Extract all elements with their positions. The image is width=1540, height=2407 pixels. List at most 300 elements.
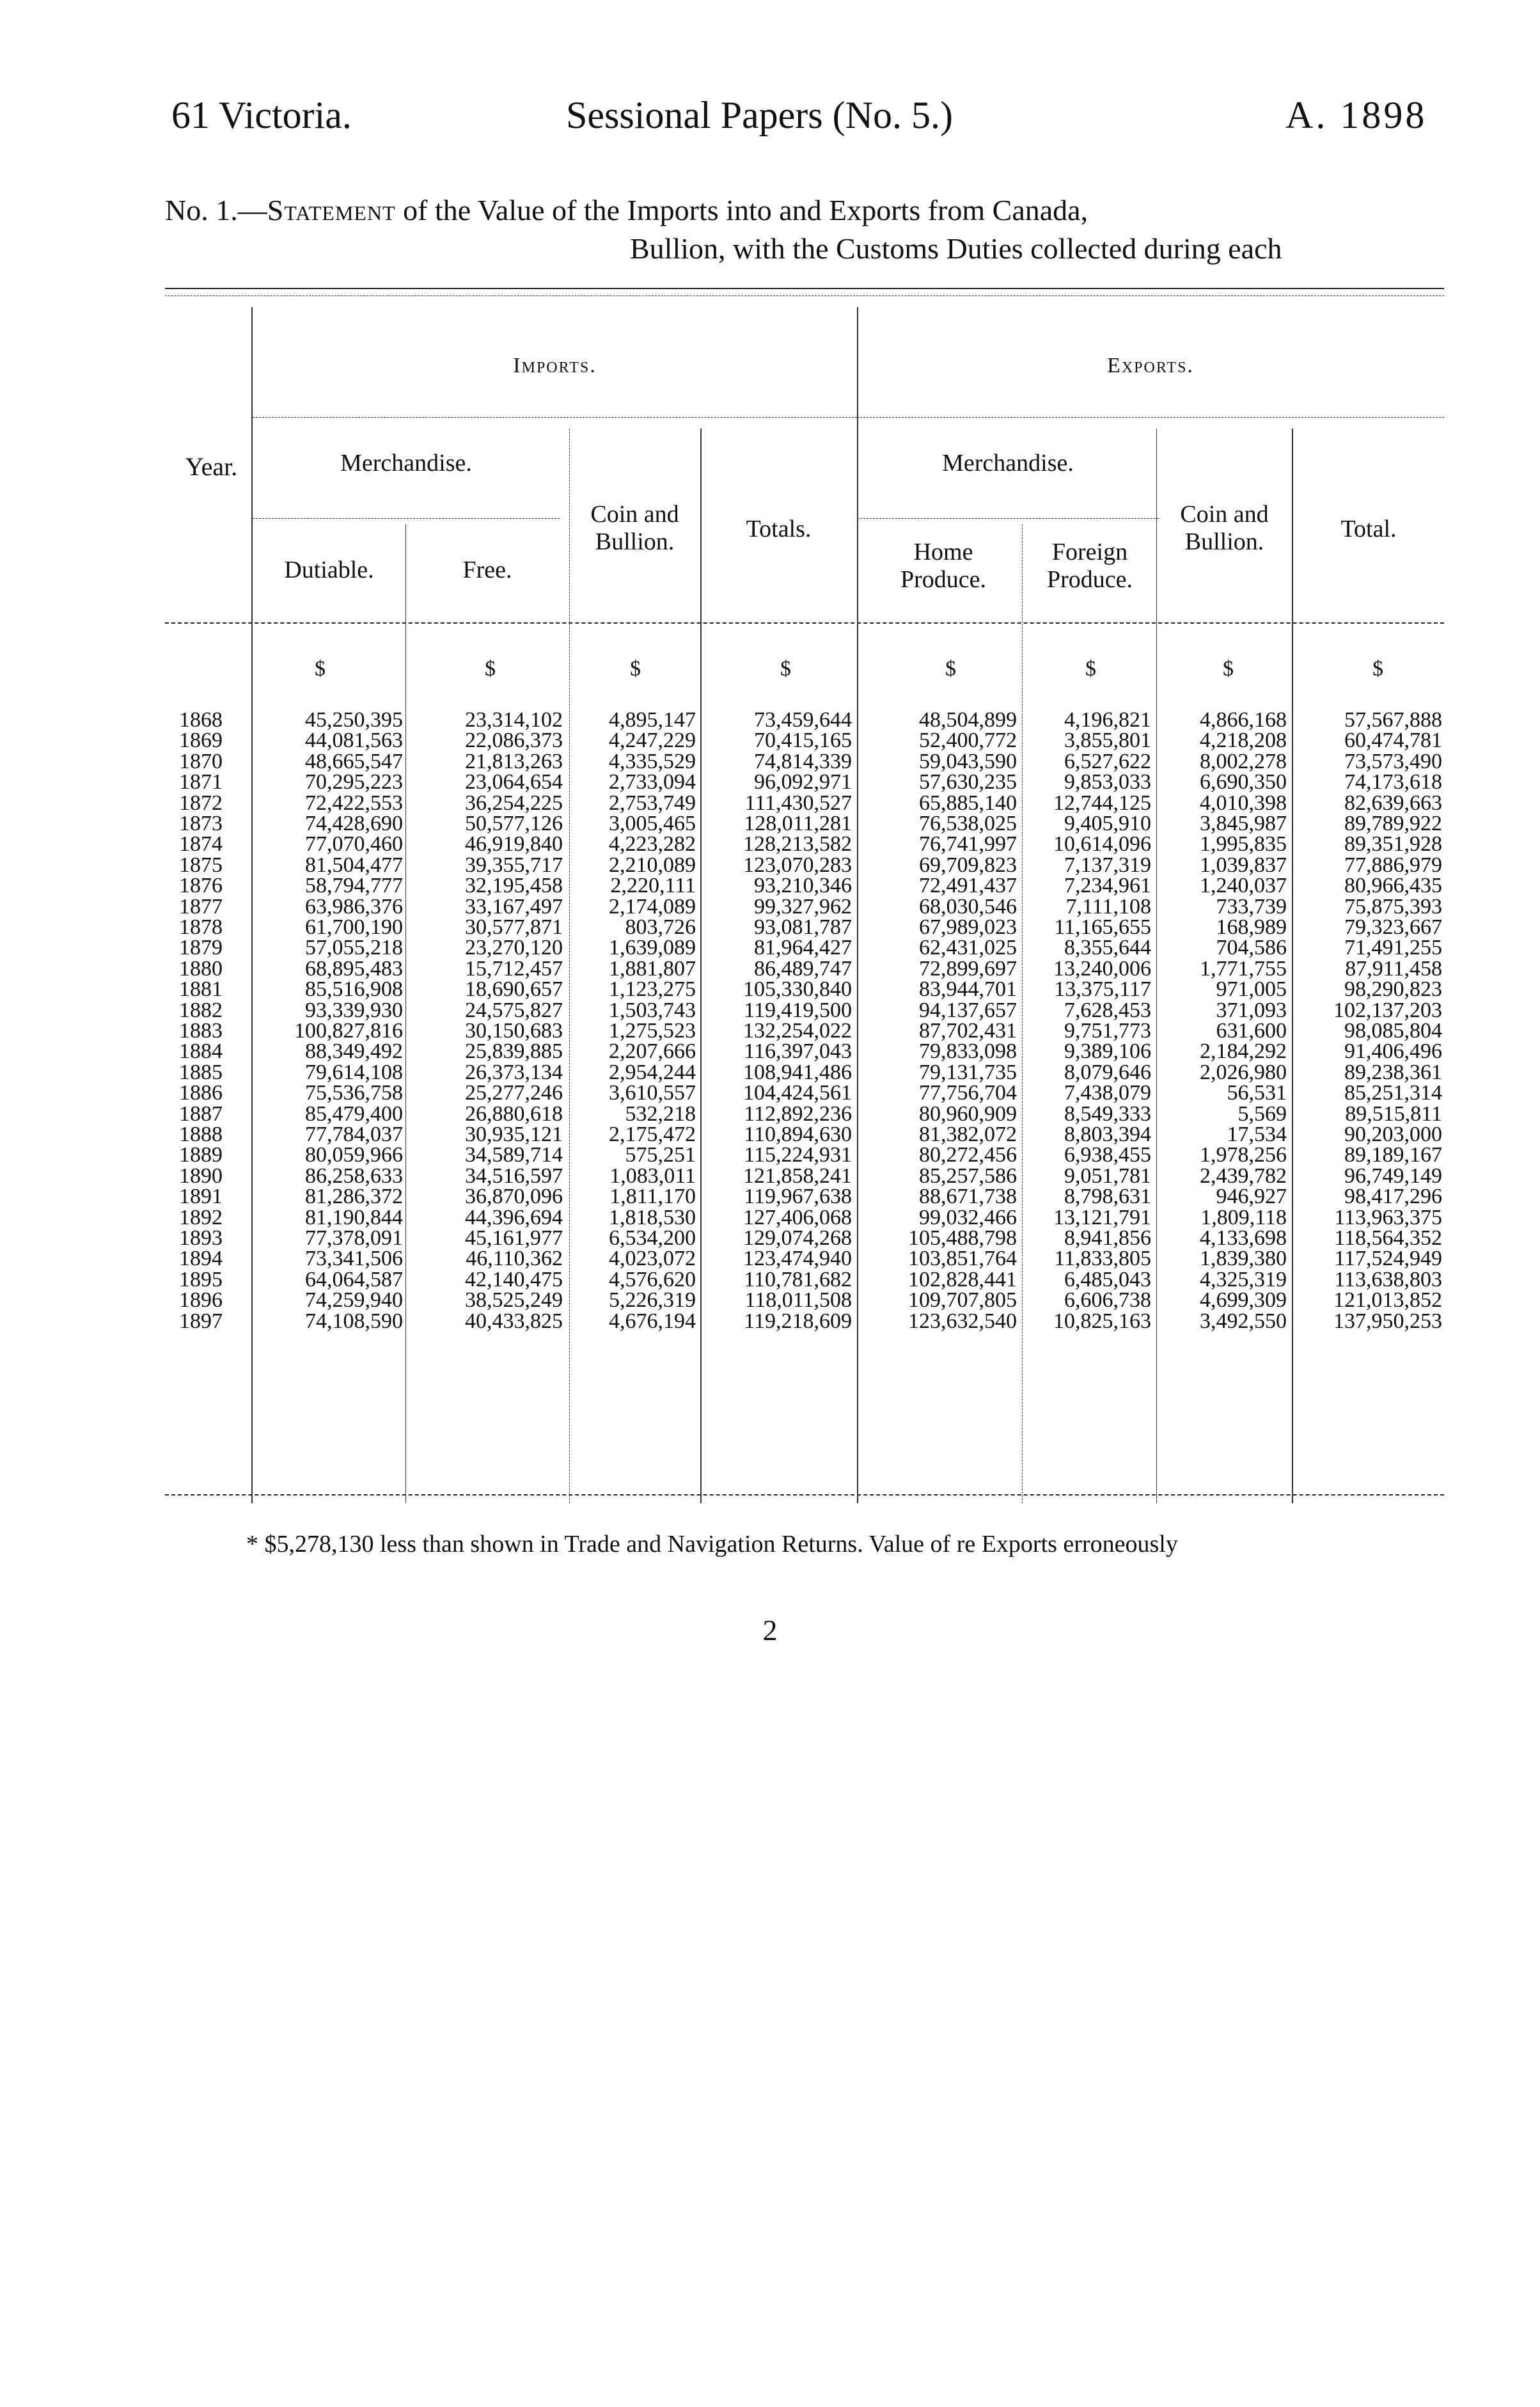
- free-cell: 46,919,840: [465, 832, 563, 856]
- total-exports-cell: 89,515,811: [1345, 1101, 1442, 1126]
- home-produce-cell: 103,851,764: [908, 1247, 1017, 1271]
- running-header-center: Sessional Papers (No. 5.): [566, 94, 953, 136]
- totals-imports-cell: 105,330,840: [743, 977, 852, 1002]
- totals-imports-cell: 70,415,165: [754, 729, 852, 753]
- totals-imports-cell: 123,070,283: [743, 853, 852, 877]
- totals-imports-cell: 123,474,940: [743, 1247, 852, 1271]
- total-exports-cell: 89,189,167: [1344, 1143, 1442, 1167]
- total-exports-cell: 60,474,781: [1344, 729, 1442, 753]
- foreign-produce-cell: 13,240,006: [1053, 956, 1151, 981]
- dutiable-cell: 44,081,563: [305, 729, 403, 753]
- coin-exports-cell: 168,989: [1216, 915, 1287, 939]
- table-row: [0, 1205, 1540, 1229]
- foreign-produce-heading: Foreign Produce.: [1046, 539, 1133, 593]
- free-cell: 30,935,121: [465, 1123, 563, 1146]
- dutiable-cell: 77,070,460: [305, 832, 403, 856]
- table-row: [0, 1249, 1540, 1269]
- dutiable-cell: 74,428,690: [305, 812, 403, 835]
- coin-imports-cell: 532,218: [625, 1101, 696, 1126]
- foreign-produce-cell: 7,234,961: [1064, 874, 1151, 898]
- coin-exports-cell: 1,978,256: [1200, 1143, 1287, 1167]
- foreign-produce-cell: 8,549,333: [1064, 1101, 1151, 1126]
- coin-imports-cell: 4,895,147: [609, 708, 696, 732]
- totals-imports-cell: 132,254,022: [743, 1019, 852, 1043]
- imports-merchandise-heading: Merchandise.: [340, 450, 472, 477]
- imports-heading: Imports.: [513, 354, 597, 377]
- year-heading: Year.: [185, 452, 238, 481]
- coin-exports-cell: 2,026,980: [1200, 1060, 1287, 1084]
- coin-exports-cell: 2,439,782: [1200, 1164, 1287, 1188]
- year-cell: 1886: [179, 1081, 223, 1105]
- coin-imports-cell: 1,818,530: [609, 1205, 696, 1229]
- table-top-rule: [165, 288, 1444, 289]
- home-produce-cell: 67,989,023: [919, 915, 1017, 939]
- foreign-produce-cell: 6,527,622: [1064, 749, 1151, 773]
- year-cell: 1882: [179, 998, 223, 1022]
- foreign-produce-cell: 12,744,125: [1053, 791, 1151, 815]
- foreign-produce-cell: 11,833,805: [1054, 1247, 1151, 1271]
- home-produce-cell: 65,885,140: [919, 791, 1017, 815]
- dutiable-cell: 63,986,376: [305, 894, 403, 919]
- total-exports-cell: 89,351,928: [1344, 832, 1442, 856]
- foreign-produce-cell: 6,938,455: [1064, 1143, 1151, 1167]
- coin-imports-cell: 1,881,807: [609, 956, 696, 981]
- dutiable-cell: 58,794,777: [305, 874, 403, 898]
- foreign-produce-cell: 9,051,781: [1064, 1164, 1151, 1188]
- dutiable-cell: 80,059,966: [305, 1143, 403, 1167]
- total-exports-cell: 80,966,435: [1344, 874, 1442, 898]
- title-prefix: No. 1.—: [165, 194, 267, 226]
- coin-exports-cell: 971,005: [1216, 977, 1287, 1002]
- coin-exports-cell: 1,809,118: [1200, 1205, 1287, 1229]
- dutiable-cell: 88,349,492: [305, 1039, 403, 1064]
- currency-row: [0, 659, 1540, 679]
- totals-imports-cell: 110,894,630: [744, 1123, 852, 1146]
- foreign-produce-cell: 7,111,108: [1065, 894, 1151, 919]
- coin-imports-cell: 4,335,529: [609, 749, 696, 773]
- home-produce-cell: 83,944,701: [919, 977, 1017, 1002]
- home-produce-cell: 68,030,546: [919, 894, 1017, 919]
- table-row: [0, 1187, 1540, 1207]
- year-cell: 1885: [179, 1060, 223, 1084]
- coin-imports-cell: 4,223,282: [609, 832, 696, 856]
- coin-imports-cell: 1,083,011: [609, 1164, 696, 1188]
- totals-imports-cell: 128,011,281: [744, 812, 852, 835]
- foreign-produce-cell: 3,855,801: [1064, 729, 1151, 753]
- free-cell: 36,870,096: [465, 1185, 563, 1209]
- totals-imports-cell: 74,814,339: [754, 749, 852, 773]
- year-cell: 1877: [179, 894, 223, 919]
- total-exports-cell: 71,491,255: [1344, 936, 1442, 960]
- footnote: * $5,278,130 less than shown in Trade and Navigation Returns. Value of re Exports erroneously: [246, 1531, 1178, 1558]
- coin-exports-cell: 4,866,168: [1200, 708, 1287, 732]
- table-row: [0, 876, 1540, 896]
- coin-exports-cell: 704,586: [1216, 936, 1287, 960]
- free-cell: 23,314,102: [465, 708, 563, 732]
- coin-imports-cell: 6,534,200: [609, 1226, 696, 1250]
- free-cell: 38,525,249: [465, 1288, 563, 1313]
- currency-coin-exports: $: [1223, 657, 1234, 681]
- year-cell: 1884: [179, 1039, 223, 1064]
- coin-exports-cell: 1,839,380: [1200, 1247, 1287, 1271]
- year-cell: 1879: [179, 936, 223, 960]
- year-cell: 1870: [179, 749, 223, 773]
- foreign-produce-cell: 9,853,033: [1064, 770, 1151, 794]
- dutiable-cell: 57,055,218: [305, 936, 403, 960]
- home-produce-cell: 77,756,704: [919, 1081, 1017, 1105]
- dutiable-cell: 61,700,190: [305, 915, 403, 939]
- year-cell: 1883: [179, 1019, 223, 1043]
- foreign-produce-cell: 6,606,738: [1064, 1288, 1151, 1313]
- coin-imports-cell: 1,503,743: [609, 998, 696, 1022]
- coin-imports-cell: 4,576,620: [609, 1267, 696, 1291]
- header-bottom-rule: [165, 622, 1444, 624]
- home-produce-cell: 94,137,657: [919, 998, 1017, 1022]
- title-statement-word: Statement: [267, 194, 396, 226]
- dutiable-cell: 68,895,483: [305, 956, 403, 981]
- coin-bullion-exports-heading: Coin and Bullion.: [1180, 501, 1269, 555]
- dutiable-cell: 74,259,940: [305, 1288, 403, 1313]
- home-produce-cell: 99,032,466: [919, 1205, 1017, 1229]
- dutiable-cell: 77,378,091: [305, 1226, 403, 1250]
- home-produce-cell: 52,400,772: [919, 729, 1017, 753]
- total-exports-cell: 82,639,663: [1344, 791, 1442, 815]
- foreign-produce-cell: 7,628,453: [1064, 998, 1151, 1022]
- coin-exports-cell: 4,133,698: [1200, 1226, 1287, 1250]
- totals-imports-cell: 99,327,962: [754, 894, 852, 919]
- currency-dutiable: $: [315, 657, 326, 681]
- table-row: [0, 710, 1540, 730]
- coin-imports-cell: 1,275,523: [609, 1019, 696, 1043]
- total-exports-heading: Total.: [1340, 516, 1397, 542]
- totals-imports-cell: 118,011,508: [744, 1288, 852, 1313]
- coin-exports-cell: 1,240,037: [1200, 874, 1287, 898]
- table-row: [0, 1083, 1540, 1103]
- free-cell: 25,839,885: [465, 1039, 563, 1064]
- free-heading: Free.: [462, 556, 512, 583]
- totals-imports-cell: 119,967,638: [744, 1185, 852, 1209]
- dutiable-cell: 85,516,908: [305, 977, 403, 1002]
- foreign-produce-cell: 8,798,631: [1064, 1185, 1151, 1209]
- free-cell: 40,433,825: [465, 1309, 563, 1333]
- dutiable-cell: 81,286,372: [305, 1185, 403, 1209]
- home-produce-cell: 57,630,235: [919, 770, 1017, 794]
- year-cell: 1895: [179, 1267, 223, 1291]
- table-row: [0, 1267, 1540, 1291]
- total-exports-cell: 137,950,253: [1333, 1309, 1442, 1333]
- merch-rule-exports: [857, 518, 1159, 519]
- coin-exports-cell: 6,690,350: [1200, 770, 1287, 794]
- coin-exports-cell: 371,093: [1216, 998, 1287, 1022]
- year-cell: 1871: [179, 770, 223, 794]
- total-exports-cell: 117,524,949: [1334, 1247, 1442, 1271]
- foreign-produce-cell: 11,165,655: [1054, 915, 1151, 939]
- free-cell: 42,140,475: [465, 1267, 563, 1291]
- dutiable-cell: 64,064,587: [305, 1267, 403, 1291]
- foreign-produce-cell: 9,751,773: [1064, 1019, 1151, 1043]
- coin-imports-cell: 2,733,094: [609, 770, 696, 794]
- foreign-produce-cell: 7,438,079: [1064, 1081, 1151, 1105]
- total-exports-cell: 96,749,149: [1344, 1164, 1442, 1188]
- totals-imports-cell: 96,092,971: [754, 770, 852, 794]
- coin-imports-cell: 4,247,229: [609, 729, 696, 753]
- total-exports-cell: 91,406,496: [1344, 1039, 1442, 1064]
- dutiable-cell: 79,614,108: [305, 1060, 403, 1084]
- coin-exports-cell: 4,325,319: [1200, 1267, 1287, 1291]
- year-cell: 1872: [179, 791, 223, 815]
- table-row: [0, 1000, 1540, 1021]
- foreign-produce-cell: 8,803,394: [1064, 1123, 1151, 1146]
- table-row: [0, 834, 1540, 855]
- coin-bullion-imports-heading: Coin and Bullion.: [590, 501, 679, 555]
- foreign-produce-cell: 7,137,319: [1064, 853, 1151, 877]
- total-exports-cell: 121,013,852: [1333, 1288, 1442, 1313]
- table-row: [0, 730, 1540, 751]
- coin-exports-cell: 17,534: [1227, 1123, 1287, 1146]
- totals-imports-cell: 112,892,236: [744, 1101, 852, 1126]
- free-cell: 22,086,373: [465, 729, 563, 753]
- dutiable-cell: 100,827,816: [294, 1019, 403, 1043]
- group-rule-imports: [253, 417, 857, 418]
- year-cell: 1893: [179, 1226, 223, 1250]
- running-header-left: 61 Victoria.: [171, 94, 352, 136]
- coin-exports-cell: 3,492,550: [1200, 1309, 1287, 1333]
- free-cell: 44,396,694: [465, 1205, 563, 1229]
- dutiable-cell: 75,536,758: [305, 1081, 403, 1105]
- total-exports-cell: 89,789,922: [1344, 812, 1442, 835]
- coin-imports-cell: 2,207,666: [609, 1039, 696, 1064]
- coin-exports-cell: 1,995,835: [1200, 832, 1287, 856]
- free-cell: 26,373,134: [465, 1060, 563, 1084]
- home-produce-cell: 79,833,098: [919, 1039, 1017, 1064]
- total-exports-cell: 79,323,667: [1344, 915, 1442, 939]
- totals-imports-cell: 111,430,527: [744, 791, 852, 815]
- currency-totals-imports: $: [780, 657, 791, 681]
- free-cell: 32,195,458: [465, 874, 563, 898]
- table-row: [0, 1228, 1540, 1249]
- dutiable-cell: 81,190,844: [305, 1205, 403, 1229]
- totals-imports-cell: 128,213,582: [743, 832, 852, 856]
- totals-imports-cell: 129,074,268: [743, 1226, 852, 1250]
- totals-imports-cell: 110,781,682: [744, 1267, 852, 1291]
- dutiable-cell: 77,784,037: [305, 1123, 403, 1146]
- table-row: [0, 814, 1540, 834]
- home-produce-cell: 105,488,798: [908, 1226, 1017, 1250]
- total-exports-cell: 57,567,888: [1344, 708, 1442, 732]
- currency-home: $: [945, 657, 956, 681]
- foreign-produce-cell: 13,375,117: [1054, 977, 1151, 1002]
- table-row: [0, 917, 1540, 938]
- home-produce-cell: 48,504,899: [919, 708, 1017, 732]
- currency-foreign: $: [1085, 657, 1096, 681]
- group-rule-exports: [857, 417, 1444, 418]
- dutiable-cell: 72,422,553: [305, 791, 403, 815]
- coin-imports-cell: 5,226,319: [609, 1288, 696, 1313]
- dutiable-cell: 48,665,547: [305, 749, 403, 773]
- coin-exports-cell: 4,699,309: [1200, 1288, 1287, 1313]
- table-row: [0, 1166, 1540, 1187]
- free-cell: 46,110,362: [466, 1247, 563, 1271]
- total-exports-cell: 85,251,314: [1344, 1081, 1442, 1105]
- total-exports-cell: 87,911,458: [1345, 956, 1442, 981]
- dutiable-heading: Dutiable.: [284, 556, 374, 583]
- table-title-line-1: [165, 193, 1088, 227]
- year-cell: 1889: [179, 1143, 223, 1167]
- totals-imports-cell: 115,224,931: [744, 1143, 852, 1167]
- coin-exports-cell: 631,600: [1216, 1019, 1287, 1043]
- foreign-produce-cell: 6,485,043: [1064, 1267, 1151, 1291]
- home-produce-cell: 85,257,586: [919, 1164, 1017, 1188]
- table-bottom-rule: [165, 1494, 1444, 1495]
- free-cell: 15,712,457: [465, 956, 563, 981]
- totals-imports-cell: 119,419,500: [744, 998, 852, 1022]
- totals-imports-cell: 104,424,561: [743, 1081, 852, 1105]
- home-produce-cell: 81,382,072: [919, 1123, 1017, 1146]
- dutiable-cell: 74,108,590: [305, 1309, 403, 1333]
- coin-exports-cell: 4,218,208: [1200, 729, 1287, 753]
- total-exports-cell: 74,173,618: [1344, 770, 1442, 794]
- coin-exports-cell: 4,010,398: [1200, 791, 1287, 815]
- home-produce-cell: 80,960,909: [919, 1101, 1017, 1126]
- currency-total-exports: $: [1372, 657, 1383, 681]
- year-cell: 1878: [179, 915, 223, 939]
- total-exports-cell: 113,963,375: [1334, 1205, 1442, 1229]
- coin-exports-cell: 1,039,837: [1200, 853, 1287, 877]
- coin-imports-cell: 3,005,465: [609, 812, 696, 835]
- totals-imports-cell: 73,459,644: [754, 708, 852, 732]
- home-produce-cell: 109,707,805: [908, 1288, 1017, 1313]
- coin-imports-cell: 4,023,072: [609, 1247, 696, 1271]
- table-row: [0, 979, 1540, 1000]
- total-exports-cell: 98,085,804: [1344, 1019, 1442, 1043]
- free-cell: 50,577,126: [465, 812, 563, 835]
- coin-exports-cell: 3,845,987: [1200, 812, 1287, 835]
- home-produce-cell: 72,491,437: [919, 874, 1017, 898]
- coin-exports-cell: 56,531: [1227, 1081, 1287, 1105]
- foreign-produce-cell: 9,389,106: [1064, 1039, 1151, 1064]
- totals-imports-cell: 119,218,609: [744, 1309, 852, 1333]
- dutiable-cell: 70,295,223: [305, 770, 403, 794]
- currency-free: $: [485, 657, 496, 681]
- foreign-produce-cell: 13,121,791: [1053, 1205, 1151, 1229]
- year-cell: 1875: [179, 853, 223, 877]
- total-exports-cell: 89,238,361: [1344, 1060, 1442, 1084]
- table-title-line-2: Bullion, with the Customs Duties collected during each: [630, 232, 1282, 265]
- dutiable-cell: 45,250,395: [305, 708, 403, 732]
- exports-merchandise-heading: Merchandise.: [942, 450, 1074, 477]
- free-cell: 33,167,497: [465, 894, 563, 919]
- year-cell: 1897: [179, 1309, 223, 1333]
- home-produce-cell: 59,043,590: [919, 749, 1017, 773]
- table-row: [0, 1062, 1540, 1083]
- coin-imports-cell: 1,123,275: [609, 977, 696, 1002]
- free-cell: 34,589,714: [465, 1143, 563, 1167]
- free-cell: 36,254,225: [465, 791, 563, 815]
- coin-exports-cell: 2,184,292: [1200, 1039, 1287, 1064]
- coin-imports-cell: 1,811,170: [609, 1185, 696, 1209]
- total-exports-cell: 77,886,979: [1344, 853, 1442, 877]
- year-cell: 1887: [179, 1101, 223, 1126]
- coin-imports-cell: 2,954,244: [609, 1060, 696, 1084]
- total-exports-cell: 98,417,296: [1344, 1185, 1442, 1209]
- free-cell: 39,355,717: [465, 853, 563, 877]
- free-cell: 26,880,618: [465, 1101, 563, 1126]
- free-cell: 30,150,683: [465, 1019, 563, 1043]
- home-produce-cell: 69,709,823: [919, 853, 1017, 877]
- coin-exports-cell: 5,569: [1238, 1101, 1287, 1126]
- coin-imports-cell: 1,639,089: [609, 936, 696, 960]
- home-produce-cell: 76,538,025: [919, 812, 1017, 835]
- coin-imports-cell: 575,251: [625, 1143, 696, 1167]
- table-row: [0, 1125, 1540, 1145]
- home-produce-cell: 76,741,997: [919, 832, 1017, 856]
- totals-imports-cell: 81,964,427: [754, 936, 852, 960]
- free-cell: 23,270,120: [465, 936, 563, 960]
- free-cell: 18,690,657: [465, 977, 563, 1002]
- table-row: [0, 956, 1540, 981]
- coin-imports-cell: 2,753,749: [609, 791, 696, 815]
- table-row: [0, 938, 1540, 958]
- home-produce-cell: 79,131,735: [919, 1060, 1017, 1084]
- page-number: 2: [762, 1614, 778, 1646]
- free-cell: 45,161,977: [465, 1226, 563, 1250]
- table-row: [0, 855, 1540, 876]
- total-exports-cell: 118,564,352: [1334, 1226, 1442, 1250]
- coin-imports-cell: 4,676,194: [609, 1309, 696, 1333]
- totals-imports-cell: 108,941,486: [743, 1060, 852, 1084]
- foreign-produce-cell: 4,196,821: [1064, 708, 1151, 732]
- total-exports-cell: 90,203,000: [1344, 1123, 1442, 1146]
- currency-coin-imports: $: [630, 657, 641, 681]
- table-row: [0, 1041, 1540, 1062]
- dutiable-cell: 86,258,633: [305, 1164, 403, 1188]
- table-row: [0, 793, 1540, 814]
- year-cell: 1874: [179, 832, 223, 856]
- table-row: [0, 1311, 1540, 1332]
- coin-imports-cell: 2,175,472: [609, 1123, 696, 1146]
- year-cell: 1873: [179, 812, 223, 835]
- foreign-produce-cell: 8,079,646: [1064, 1060, 1151, 1084]
- home-produce-cell: 62,431,025: [919, 936, 1017, 960]
- free-cell: 34,516,597: [465, 1164, 563, 1188]
- home-produce-cell: 72,899,697: [919, 956, 1017, 981]
- year-cell: 1869: [179, 729, 223, 753]
- table-row: [0, 1101, 1540, 1126]
- table-row: [0, 1290, 1540, 1311]
- merch-rule-imports: [253, 518, 560, 519]
- year-cell: 1881: [179, 977, 223, 1002]
- year-cell: 1896: [179, 1288, 223, 1313]
- year-cell: 1888: [179, 1123, 223, 1146]
- home-produce-cell: 87,702,431: [919, 1019, 1017, 1043]
- foreign-produce-cell: 8,355,644: [1064, 936, 1151, 960]
- title-line-1-rest: of the Value of the Imports into and Exports from Canada,: [395, 194, 1088, 226]
- year-cell: 1868: [179, 708, 223, 732]
- foreign-produce-cell: 9,405,910: [1064, 812, 1151, 835]
- year-cell: 1890: [179, 1164, 223, 1188]
- coin-exports-cell: 1,771,755: [1200, 956, 1287, 981]
- dutiable-cell: 73,341,506: [305, 1247, 403, 1271]
- coin-imports-cell: 2,210,089: [609, 853, 696, 877]
- totals-imports-heading: Totals.: [746, 516, 812, 542]
- total-exports-cell: 113,638,803: [1334, 1267, 1442, 1291]
- coin-imports-cell: 2,174,089: [609, 894, 696, 919]
- table-row: [0, 1021, 1540, 1041]
- year-cell: 1891: [179, 1185, 223, 1209]
- coin-exports-cell: 733,739: [1216, 894, 1287, 919]
- dutiable-cell: 81,504,477: [305, 853, 403, 877]
- table-row: [0, 749, 1540, 773]
